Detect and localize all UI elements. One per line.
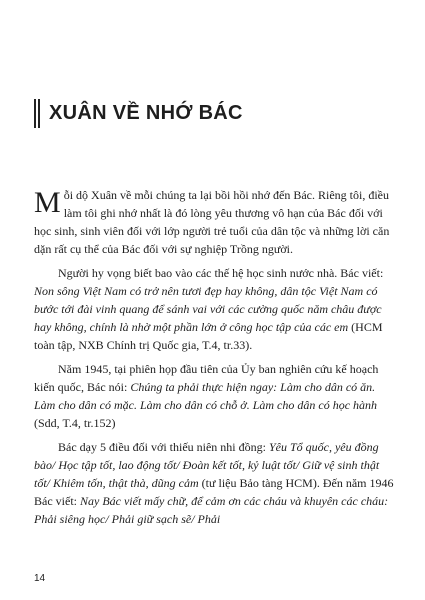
text-run: ỗi dộ Xuân về mỗi chúng ta lại bồi hồi nhớ đến Bác. Riêng tôi, điều làm tôi ghi nhớ nhất là đó lòng yêu thương vô hạn của Bác đối với học sinh, sinh viên đối với lớp người trẻ tuổi của dân tộc và những lời căn dặn rất cụ thể của Bác đối với sự nghiệp Trồng người. <box>34 188 390 256</box>
heading-bar-right <box>38 99 40 128</box>
text-run: (Sdd, T.4, tr.152) <box>34 416 116 430</box>
italic-quote: Yêu Tổ quốc, yêu đồng bào/ Học tập tốt, lao động tốt/ Đoàn kết tốt, kỷ luật tốt/ Giữ vệ sinh thật tốt/ Khiêm tốn, thật thà, dũng cảm <box>34 440 380 490</box>
text-run: Bác dạy 5 điều đối với thiếu niên nhi đồng: <box>58 440 269 454</box>
italic-quote: Nay Bác viết mấy chữ, để cảm ơn các cháu và khuyên các cháu: Phải siêng học/ Phải giữ sạch sẽ/ Phải <box>34 494 389 526</box>
paragraph <box>34 186 394 258</box>
italic-quote: Chúng ta phải thực hiện ngay: Làm cho dân có ăn. Làm cho dân có mặc. Làm cho dân có chỗ ở. Làm cho dân có học hành <box>34 380 378 412</box>
body-text <box>34 186 394 534</box>
heading-bar-left <box>34 99 36 128</box>
page-number: 14 <box>34 573 46 584</box>
paragraph <box>34 438 394 528</box>
text-run: Người hy vọng biết bao vào các thế hệ học sinh nước nhà. Bác viết: <box>58 266 384 280</box>
drop-cap: M <box>34 186 61 219</box>
text-run: Năm 1945, tại phiên họp đầu tiên của Ủy ban nghiên cứu kế hoạch kiến quốc, Bác nói: <box>34 362 379 394</box>
italic-quote: Non sông Việt Nam có trở nên tươi đẹp hay không, dân tộc Việt Nam có bước tới đài vinh quang để sánh vai với các cường quốc năm châu được hay không, chính là nhờ một phần lớn ở công học tập của các em <box>34 284 382 334</box>
chapter-heading <box>34 99 243 128</box>
paragraph <box>34 264 394 354</box>
chapter-title: XUÂN VỀ NHỚ BÁC <box>49 102 243 124</box>
text-run: (tư liệu Bảo tàng HCM). Đến năm 1946 Bác viết: <box>34 476 394 508</box>
paragraph <box>34 360 394 432</box>
text-run: (HCM toàn tập, NXB Chính trị Quốc gia, T.4, tr.33). <box>34 320 383 352</box>
